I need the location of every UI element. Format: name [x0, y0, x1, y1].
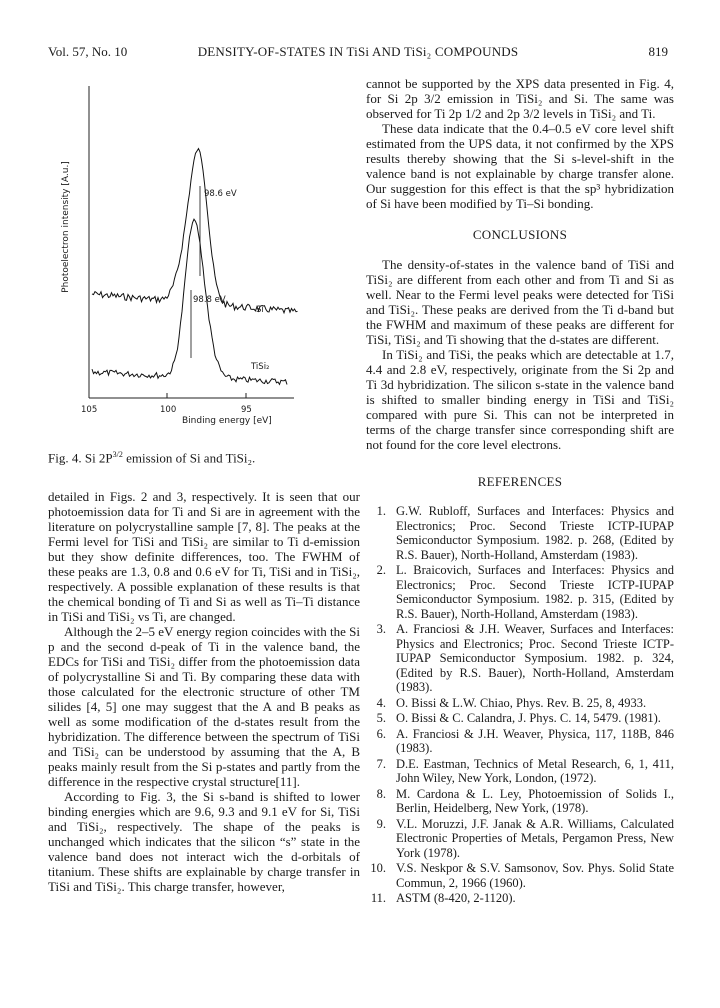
x-tick-105: 105	[81, 405, 98, 415]
left-paragraph-3: According to Fig. 3, the Si s-band is shifted to lower binding energies which are 9.6, 9.3 and 9.1 eV for Si, TiSi and TiSi₂, respectively. The shape of the peaks is unchanged which indicates that the silicon “s” state in the valence band does not interact wich the d-orbitals of titanium. These shifts are explainable by charge transfer in TiSi and TiSi₂. This charge transfer, however,	[48, 789, 360, 895]
left-column	[48, 76, 360, 894]
left-paragraph-1: detailed in Figs. 2 and 3, respectively. It is seen that our photoemission data for Ti and Si are in agreement with the literature on polycrystalline sample [7, 8]. The peaks at the Fermi level for TiSi and TiSi₂ are similar to Ti d-emission but they show definite differences, too. The FWHM of these peaks are 1.3, 0.8 and 0.6 eV for Ti, TiSi and in TiSi₂, respectively. A possible explanation of these results is that the chemical bonding of Ti and Si as well as Ti–Ti distance in TiSi and TiSi₂ vs Ti, are changed.	[48, 489, 360, 625]
annotation-98-8-ev: 98.8 eV	[193, 295, 226, 305]
reference-item	[366, 757, 674, 786]
reference-text: ASTM (8-420, 2-1120).	[396, 891, 516, 905]
conclusions-paragraph-2: In TiSi₂ and TiSi, the peaks which are detectable at 1.7, 4.4 and 2.8 eV, respectively, originate from the Si 2p and Ti 3d hybridization. The silicon s-state in the valence band is shifted to smaller binding energy in TiSi and TiSi₂ compared with pure Si. This can not be interpreted in terms of the charge transfer since corresponding shift are not found for the core level electrons.	[366, 347, 674, 452]
reference-number: 3.	[376, 622, 386, 636]
reference-text: O. Bissi & C. Calandra, J. Phys. C. 14, 5479. (1981).	[396, 711, 661, 725]
annotation-tisi2: TiSi₂	[251, 362, 270, 372]
annotation-98-6-ev: 98.6 eV	[204, 189, 237, 199]
reference-item	[366, 861, 674, 890]
annotation-si: Si	[256, 305, 264, 315]
reference-list	[366, 504, 674, 906]
reference-number: 6.	[376, 726, 386, 741]
x-tick-100: 100	[160, 405, 177, 415]
reference-item	[366, 504, 674, 562]
tisi2-spectrum-curve	[92, 219, 287, 384]
reference-text: V.S. Neskpor & S.V. Samsonov, Sov. Phys. Solid State Commun, 2, 1966 (1960).	[396, 861, 674, 890]
reference-text: A. Franciosi & J.H. Weaver, Physica, 117, 118B, 846 (1983).	[396, 726, 674, 755]
reference-item	[366, 696, 674, 711]
x-tick-95: 95	[241, 405, 252, 415]
caption-suffix: emission of Si and TiSi₂.	[122, 450, 256, 466]
reference-text: V.L. Moruzzi, J.F. Janak & A.R. Williams, Calculated Electronic Properties of Metals, Pergamon Press, New York (1978).	[396, 816, 674, 860]
reference-text: O. Bissi & L.W. Chiao, Phys. Rev. B. 25, 8, 4933.	[396, 695, 647, 710]
reference-item	[366, 817, 674, 861]
references-heading: REFERENCES	[477, 474, 563, 489]
spectrum-plot	[48, 76, 360, 421]
reference-item	[366, 787, 674, 816]
reference-number: 7.	[376, 756, 386, 771]
volume-label: Vol. 57, No. 10	[48, 44, 128, 59]
figure-4	[48, 76, 360, 426]
running-title: DENSITY-OF-STATES IN TiSi AND TiSi₂ COMPOUNDS	[197, 44, 519, 59]
reference-number: 2.	[376, 563, 386, 577]
right-paragraph-2: These data indicate that the 0.4–0.5 eV core level shift estimated from the UPS data, it not confirmed by the XPS results thereby showing that the Si s-level-shift in the valence band is not explainable by charge transfer alone. Our suggestion for this effect is that the sp³ hybridization of Si have been modified by Ti–Si bonding.	[366, 121, 674, 211]
reference-item	[366, 711, 674, 726]
si-spectrum-curve	[92, 149, 298, 313]
figure-caption	[48, 447, 360, 465]
reference-item	[366, 563, 674, 621]
x-axis-label: Binding energy [eV]	[182, 416, 272, 426]
reference-item	[366, 891, 674, 906]
left-paragraph-2: Although the 2–5 eV energy region coincides with the Si p and the second d-peak of Ti in the valence band, the EDCs for TiSi and TiSi₂ differ from the photoemission data of polycrystalline Si and Ti. By comparing these data with those calculated for the electronic structure of other TM silides [4, 5] one may suggest that the A and B peaks as well as some modification of the d-states result from the hybridization. The difference between the spectrum of TiSi and TiSi₂ can be understood by assuming that the A, B peaks mainly result from the Si p-states and partly from the difference in the respective crystal structure[11].	[48, 624, 360, 790]
reference-text: D.E. Eastman, Technics of Metal Research, 6, 1, 411, John Wiley, New York, London, (1972).	[396, 756, 674, 785]
reference-number: 5.	[376, 711, 386, 725]
reference-number: 8.	[376, 786, 386, 801]
page-number: 819	[648, 44, 668, 59]
conclusions-paragraph-1: The density-of-states in the valence band of TiSi and TiSi₂ are different from each other and from Ti and Si as well. Near to the Fermi level peaks were detected for TiSi and TiSi₂. These peaks are derived from the Ti d-band but the FWHM and maximum of these peaks are different for TiSi, TiSi₂ and Ti showing that the d-states are different.	[366, 257, 674, 347]
running-header	[48, 44, 668, 64]
reference-number: 11.	[370, 891, 386, 905]
y-axis-label: Photoelectron intensity [A.u.]	[61, 161, 71, 293]
reference-number: 9.	[376, 816, 386, 831]
reference-item	[366, 622, 674, 695]
reference-text: A. Franciosi & J.H. Weaver, Surfaces and Interfaces: Physics and Electronics; Proc. Second Trieste ICTP-IUPAP Semiconductor Symposium. 1982. p. 324, (Edited by R.S. Bauer), North-Holland, Amsterdam (1983).	[396, 622, 674, 694]
caption-prefix: Fig. 4. Si 2P	[48, 450, 113, 466]
reference-text: L. Braicovich, Surfaces and Interfaces: Physics and Electronics; Proc. Second Trieste ICTP-IUPAP Semiconductor Symposium. 1982. p. 315, (Edited by R.S. Bauer), North-Holland, Amsterdam (1983).	[396, 563, 674, 621]
reference-number: 10.	[370, 861, 386, 875]
conclusions-heading: CONCLUSIONS	[472, 227, 568, 242]
caption-superscript: 3/2	[112, 450, 123, 459]
right-paragraph-1: cannot be supported by the XPS data presented in Fig. 4, for Si 2p 3/2 emission in TiSi₂ and Si. The same was observed for Ti 2p 1/2 and 2p 3/2 levels in TiSi₂ and Ti.	[366, 76, 674, 121]
reference-number: 4.	[376, 695, 386, 710]
reference-text: M. Cardona & L. Ley, Photoemission of Solids I., Berlin, Heidelberg, New York, (1978).	[396, 786, 674, 815]
right-column	[366, 76, 674, 907]
reference-number: 1.	[376, 504, 386, 518]
reference-item	[366, 727, 674, 756]
reference-text: G.W. Rubloff, Surfaces and Interfaces: Physics and Electronics; Proc. Second Trieste ICTP-IUPAP Semiconductor Symposium. 1982. p. 268, (Edited by R.S. Bauer), North-Holland, Amsterdam (1983).	[396, 504, 674, 562]
